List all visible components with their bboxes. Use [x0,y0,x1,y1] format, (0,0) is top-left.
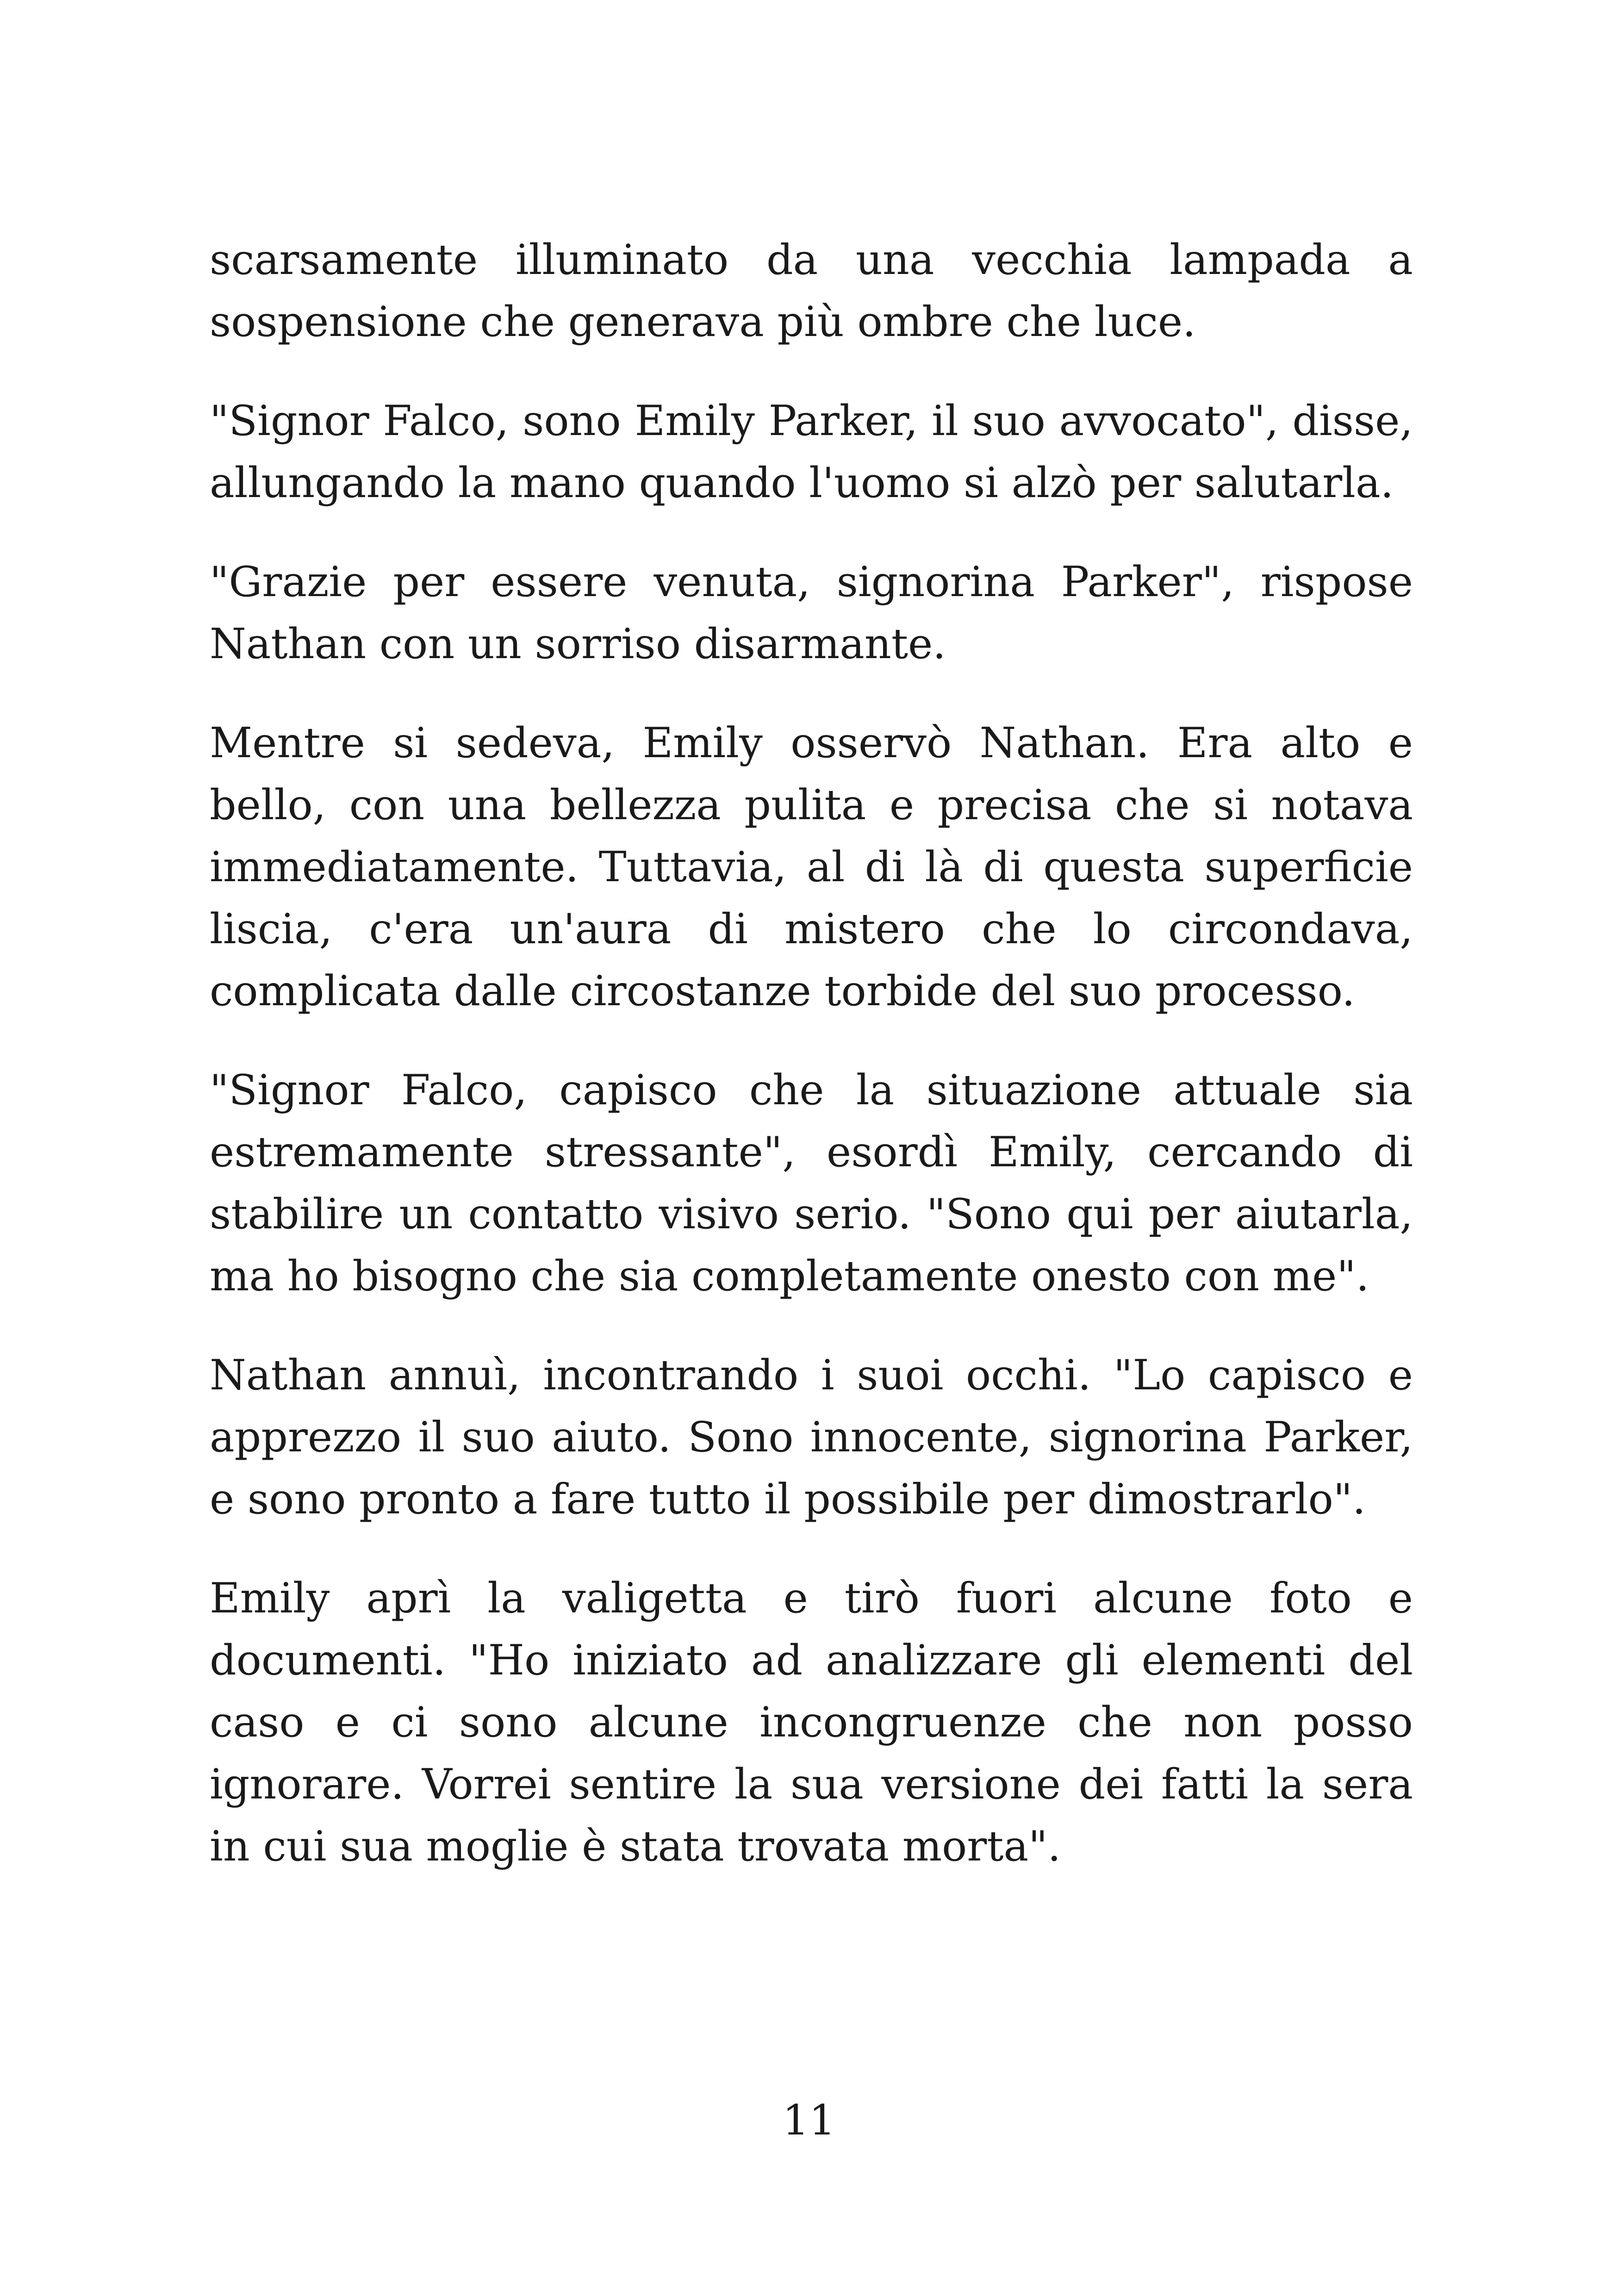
paragraph: Emily aprì la valigetta e tirò fuori alcune foto e documenti. "Ho iniziato ad analizzare gli elementi del caso e ci sono alcune incongruenze che non posso ignorare. Vorrei sentire la sua versione dei fatti la sera in cui sua moglie è stata trovata morta". [210,1574,1413,1871]
paragraph: Nathan annuì, incontrando i suoi occhi. "Lo capisco e apprezzo il suo aiuto. Sono innocente, signorina Parker, e sono pronto a fare tutto il possibile per dimostrarlo". [210,1351,1413,1524]
paragraph: scarsamente illuminato da una vecchia lampada a sospensione che generava più ombre che luce. [210,236,1413,346]
paragraph: Mentre si sedeva, Emily osservò Nathan. Era alto e bello, con una bellezza pulita e precisa che si notava immediatamente. Tuttavia, al di là di questa superficie liscia, c'era un'aura di mistero che lo circondava, complicata dalle circostanze torbide del suo processo. [210,719,1413,1015]
page-number: 11 [782,2096,836,2145]
paragraph: "Grazie per essere venuta, signorina Parker", rispose Nathan con un sorriso disarmante. [210,558,1413,668]
body-text [210,229,1413,1915]
paragraph: "Signor Falco, sono Emily Parker, il suo avvocato", disse, allungando la mano quando l'uomo si alzò per salutarla. [210,397,1413,507]
paragraph: "Signor Falco, capisco che la situazione attuale sia estremamente stressante", esordì Emily, cercando di stabilire un contatto visivo serio. "Sono qui per aiutarla, ma ho bisogno che sia completamente onesto con me". [210,1066,1413,1300]
